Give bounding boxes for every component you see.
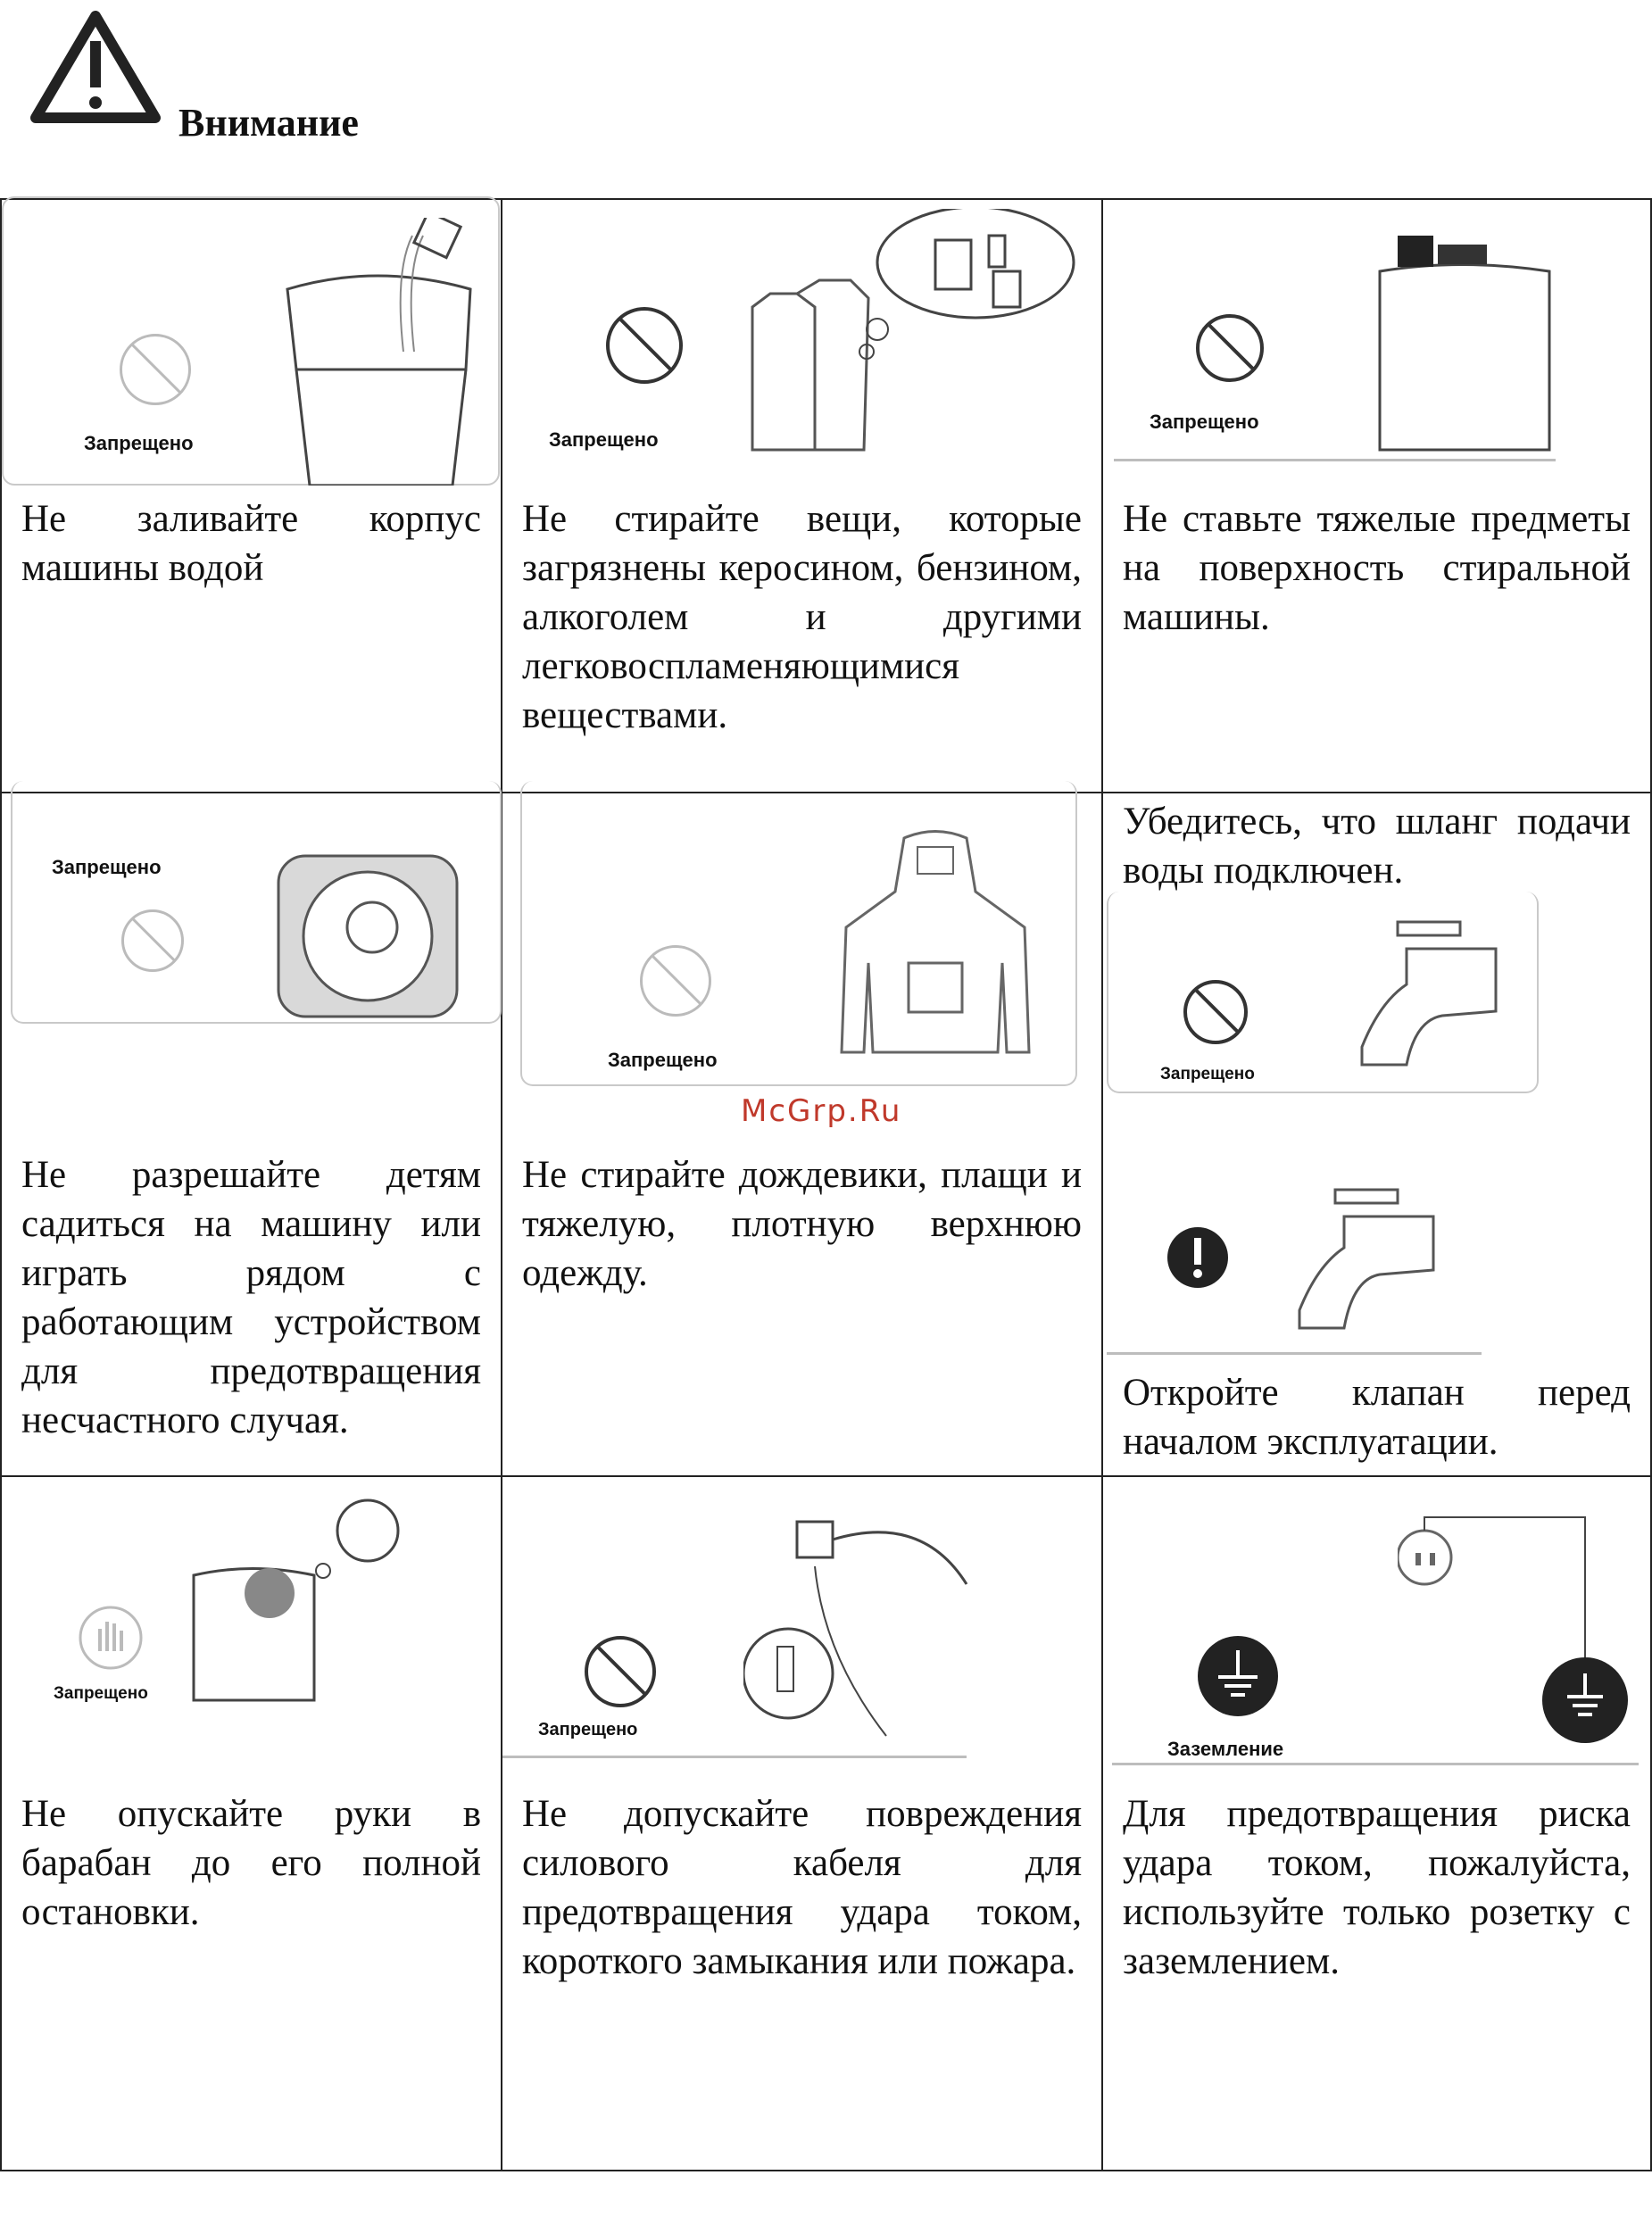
watermark: McGrp.Ru bbox=[741, 1093, 902, 1129]
forbidden-label: Запрещено bbox=[549, 428, 659, 451]
exclamation-icon bbox=[1166, 1225, 1230, 1290]
warning-cell bbox=[1, 199, 502, 793]
washer-drum-illustration bbox=[189, 1495, 430, 1709]
prohibition-icon bbox=[640, 945, 711, 1017]
forbidden-label: Запрещено bbox=[52, 856, 162, 878]
warning-cell bbox=[1, 793, 502, 1476]
warning-text: Не стирайте вещи, которые загрязнены керосином, бензином, алкоголем и другими легковоспламеняющимися веществами. bbox=[522, 498, 1082, 736]
illustration bbox=[2, 1477, 501, 1789]
header bbox=[0, 0, 1652, 178]
hand-stop-icon bbox=[75, 1602, 146, 1673]
warning-cell bbox=[502, 793, 1102, 1476]
warning-cell bbox=[1102, 199, 1651, 793]
forbidden-label: Запрещено bbox=[84, 432, 194, 454]
washer-heavy-object-illustration bbox=[1371, 227, 1558, 459]
warning-text: Не ставьте тяжелые предметы на поверхность стиральной машины. bbox=[1123, 498, 1631, 638]
warning-cell bbox=[1102, 1476, 1651, 2171]
warning-cell bbox=[1102, 793, 1651, 1476]
warning-text: Не допускайте повреждения силового кабеля для предотвращения удара током, короткого замыкания или пожара. bbox=[522, 1793, 1082, 1982]
table-row bbox=[1, 1476, 1651, 2171]
raincoat-illustration bbox=[833, 829, 1038, 1070]
illustration bbox=[1103, 895, 1650, 1368]
table-row bbox=[1, 793, 1651, 1476]
illustration bbox=[2, 793, 501, 1150]
warning-cell bbox=[1, 1476, 502, 2171]
ground-icon bbox=[1196, 1634, 1280, 1718]
prohibition-icon bbox=[585, 1636, 656, 1707]
washer-illustration bbox=[270, 218, 484, 486]
power-cable-illustration bbox=[743, 1513, 1029, 1754]
warning-cell bbox=[502, 1476, 1102, 2171]
prohibition-icon bbox=[121, 909, 184, 972]
illustration bbox=[2, 200, 501, 494]
prohibition-icon bbox=[1183, 980, 1248, 1044]
illustration bbox=[1103, 1477, 1650, 1789]
forbidden-label: Запрещено bbox=[608, 1049, 718, 1071]
grounded-socket-illustration bbox=[1398, 1513, 1639, 1745]
prohibition-icon bbox=[1196, 314, 1264, 382]
illustration bbox=[502, 200, 1101, 494]
warning-cell bbox=[502, 199, 1102, 793]
warning-text: Откройте клапан перед началом эксплуатации. bbox=[1123, 1372, 1631, 1463]
table-row bbox=[1, 199, 1651, 793]
warning-text: Не заливайте корпус машины водой bbox=[21, 498, 481, 589]
illustration bbox=[1103, 200, 1650, 494]
illustration bbox=[502, 1477, 1101, 1789]
warning-text: Для предотвращения риска удара током, пожалуйста, используйте только розетку с заземлением. bbox=[1123, 1793, 1631, 1982]
warning-text: Не опускайте руки в барабан до его полной остановки. bbox=[21, 1793, 481, 1933]
warning-text: Не разрешайте детям садиться на машину или играть рядом с работающим устройством для предотвращения несчастного случая. bbox=[21, 1154, 481, 1441]
forbidden-label: Запрещено bbox=[54, 1684, 148, 1703]
prohibition-icon bbox=[120, 334, 191, 405]
child-in-drum-illustration bbox=[270, 847, 466, 1025]
warning-text: Убедитесь, что шланг подачи воды подключен. bbox=[1123, 801, 1631, 892]
prohibition-icon bbox=[606, 307, 683, 384]
forbidden-label: Запрещено bbox=[1160, 1065, 1255, 1083]
forbidden-label: Запрещено bbox=[1150, 411, 1259, 433]
clothes-illustration bbox=[743, 209, 1083, 477]
warning-triangle-icon bbox=[29, 11, 162, 125]
page-title: Внимание bbox=[178, 101, 359, 145]
faucet-illustration bbox=[1273, 1181, 1451, 1341]
grounding-label: Заземление bbox=[1167, 1738, 1284, 1760]
faucet-illustration bbox=[1335, 913, 1514, 1083]
forbidden-label: Запрещено bbox=[538, 1720, 638, 1739]
warnings-table bbox=[0, 198, 1652, 2171]
warning-text: Не стирайте дождевики, плащи и тяжелую, плотную верхнюю одежду. bbox=[522, 1154, 1082, 1294]
